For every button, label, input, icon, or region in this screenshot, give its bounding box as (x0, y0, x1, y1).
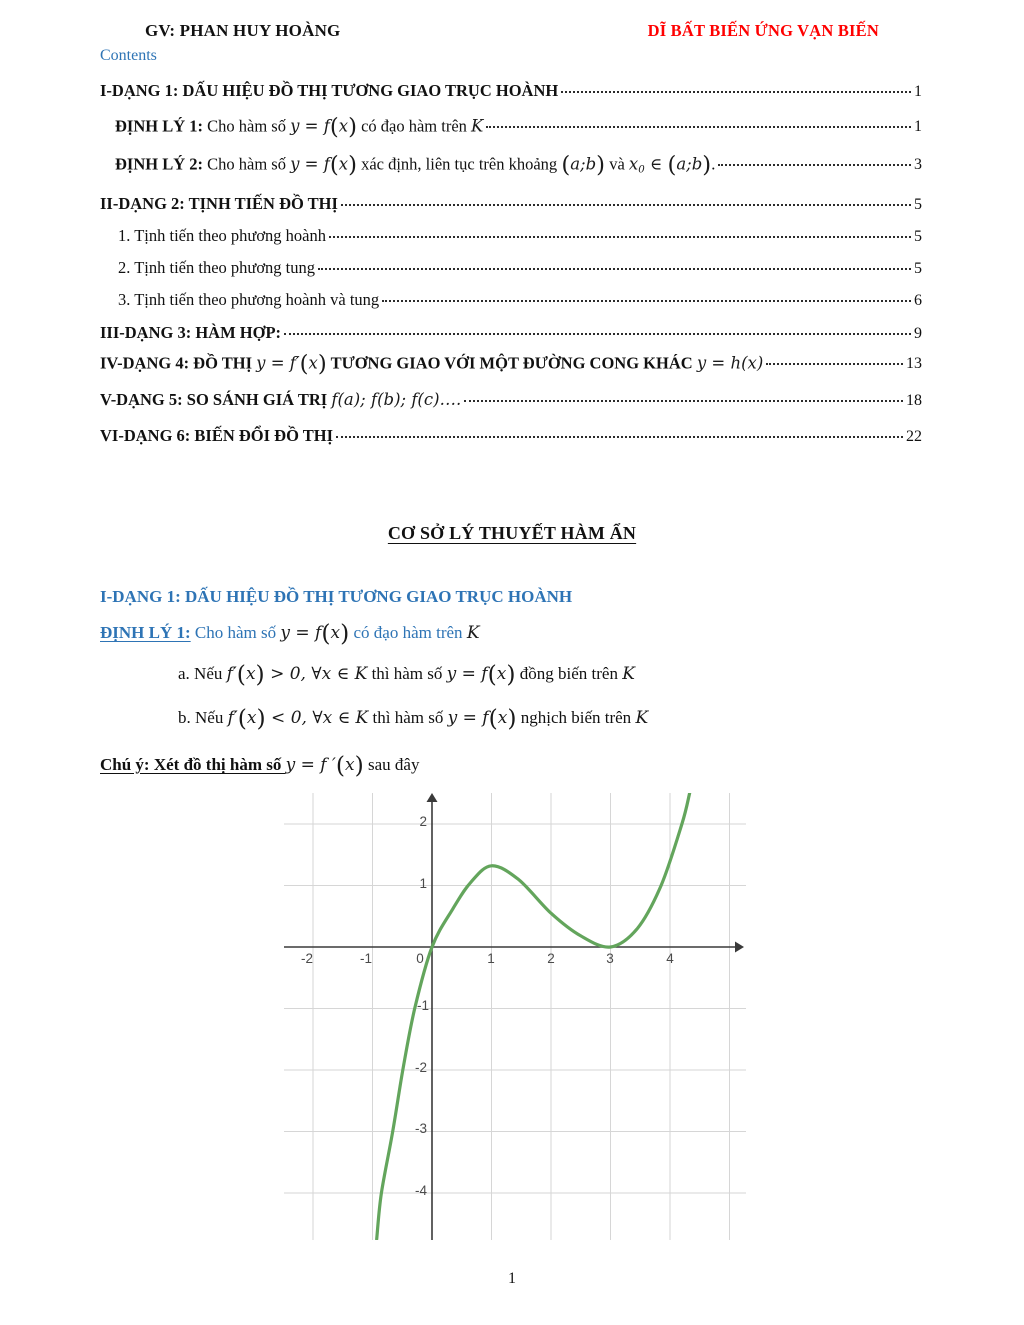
graph-canvas (284, 793, 746, 1240)
toc-dotted-leader (766, 363, 903, 365)
toc-entry[interactable] (100, 390, 922, 411)
toc-entry[interactable] (100, 151, 922, 178)
toc-entry-text: I-DẠNG 1: DẤU HIỆU ĐỒ THỊ TƯƠNG GIAO TRỤC HOÀNH (100, 81, 559, 100)
toc-entry-text: ĐỊNH LÝ 2: Cho hàm số y = f(x) xác định, liên tục trên khoảng (a;b) và x0 ∈ (a;b). (115, 151, 716, 178)
toc-entry[interactable] (100, 258, 922, 279)
toc-entry[interactable] (100, 226, 922, 247)
contents-label: Contents (100, 47, 157, 64)
toc-entry-text: II-DẠNG 2: TỊNH TIẾN ĐỒ THỊ (100, 194, 338, 214)
table-of-contents (100, 81, 922, 447)
toc-entry[interactable] (100, 353, 922, 376)
y-tick-label: 1 (419, 876, 427, 891)
toc-page-number: 22 (906, 427, 922, 445)
toc-dotted-leader (318, 268, 911, 270)
document-title: CƠ SỞ LÝ THUYẾT HÀM ẨN (387, 523, 637, 543)
f-prime-curve (377, 793, 690, 1239)
item-a-line: a. Nếu f′(x) > 0, ∀x ∈ K thì hàm số y = f(x) đồng biến trên K (178, 659, 635, 688)
toc-entry-text: 1. Tịnh tiến theo phương hoành (118, 226, 327, 246)
toc-dotted-leader (336, 436, 903, 438)
toc-page-number: 1 (914, 83, 922, 100)
toc-entry-text: III-DẠNG 3: HÀM HỢP: (100, 323, 282, 343)
toc-entry-text: V-DẠNG 5: SO SÁNH GIÁ TRỊ f(a); f(b); f(c)…. (100, 389, 462, 409)
toc-page-number: 5 (914, 228, 922, 246)
y-tick-label: -4 (414, 1183, 427, 1198)
toc-dotted-leader (284, 333, 911, 335)
toc-page-number: 18 (906, 391, 922, 409)
toc-entry-text: 2. Tịnh tiến theo phương tung (118, 258, 316, 278)
note-line: Chú ý: Xét đồ thị hàm số y = f ′(x) sau đây (100, 750, 420, 779)
x-tick-label: 3 (606, 951, 614, 966)
toc-entry[interactable] (100, 426, 922, 447)
x-tick-label: -1 (359, 951, 373, 966)
toc-entry[interactable] (100, 81, 922, 102)
toc-entry-text: IV-DẠNG 4: ĐỒ THỊ y = f′(x) TƯƠNG GIAO VỚI MỘT ĐƯỜNG CONG KHÁC y = h(x) (100, 351, 764, 378)
page-number: 1 (508, 1270, 516, 1287)
axis-arrowheads (427, 793, 745, 953)
toc-page-number: 5 (914, 260, 922, 278)
toc-entry[interactable] (100, 323, 922, 344)
y-tick-label: -3 (414, 1121, 427, 1136)
axes (284, 798, 739, 1240)
theorem-1-line: ĐỊNH LÝ 1: Cho hàm số y = f(x) có đạo hàm trên K (100, 618, 480, 647)
toc-entry[interactable] (100, 116, 922, 139)
section-heading: I-DẠNG 1: DẤU HIỆU ĐỒ THỊ TƯƠNG GIAO TRỤC HOÀNH (100, 587, 573, 606)
toc-dotted-leader (464, 400, 903, 402)
x-tick-label: -2 (300, 951, 314, 966)
item-b-line: b. Nếu f′(x) < 0, ∀x ∈ K thì hàm số y = f(x) nghịch biến trên K (178, 703, 649, 732)
toc-entry[interactable] (100, 194, 922, 215)
teacher-name: GV: PHAN HUY HOÀNG (145, 21, 341, 40)
y-tick-label: -2 (414, 1060, 427, 1075)
toc-page-number: 5 (914, 196, 922, 214)
toc-dotted-leader (382, 300, 911, 302)
toc-page-number: 9 (914, 325, 922, 343)
toc-entry-text: ĐỊNH LÝ 1: Cho hàm số y = f(x) có đạo hàm trên K (115, 114, 484, 140)
x-tick-label: 2 (547, 951, 555, 966)
toc-dotted-leader (561, 91, 911, 93)
y-tick-label: -1 (416, 998, 429, 1013)
motto-text: DĨ BẤT BIẾN ỨNG VẠN BIẾN (647, 21, 879, 40)
toc-page-number: 3 (914, 156, 922, 174)
toc-entry-text: 3. Tịnh tiến theo phương hoành và tung (118, 290, 380, 310)
toc-dotted-leader (486, 126, 911, 128)
toc-page-number: 1 (914, 118, 922, 136)
gridlines (284, 793, 746, 1240)
toc-page-number: 6 (914, 292, 922, 310)
x-tick-label: 0 (416, 951, 424, 966)
toc-dotted-leader (329, 236, 911, 238)
x-tick-label: 1 (487, 951, 495, 966)
y-tick-label: 2 (419, 814, 427, 829)
toc-entry-text: VI-DẠNG 6: BIẾN ĐỔI ĐỒ THỊ (100, 425, 334, 445)
x-tick-label: 4 (666, 951, 674, 966)
toc-page-number: 13 (906, 355, 922, 373)
function-graph (284, 793, 746, 1240)
toc-dotted-leader (341, 204, 911, 206)
toc-entry[interactable] (100, 290, 922, 311)
toc-dotted-leader (718, 164, 911, 166)
page-header (100, 21, 924, 41)
